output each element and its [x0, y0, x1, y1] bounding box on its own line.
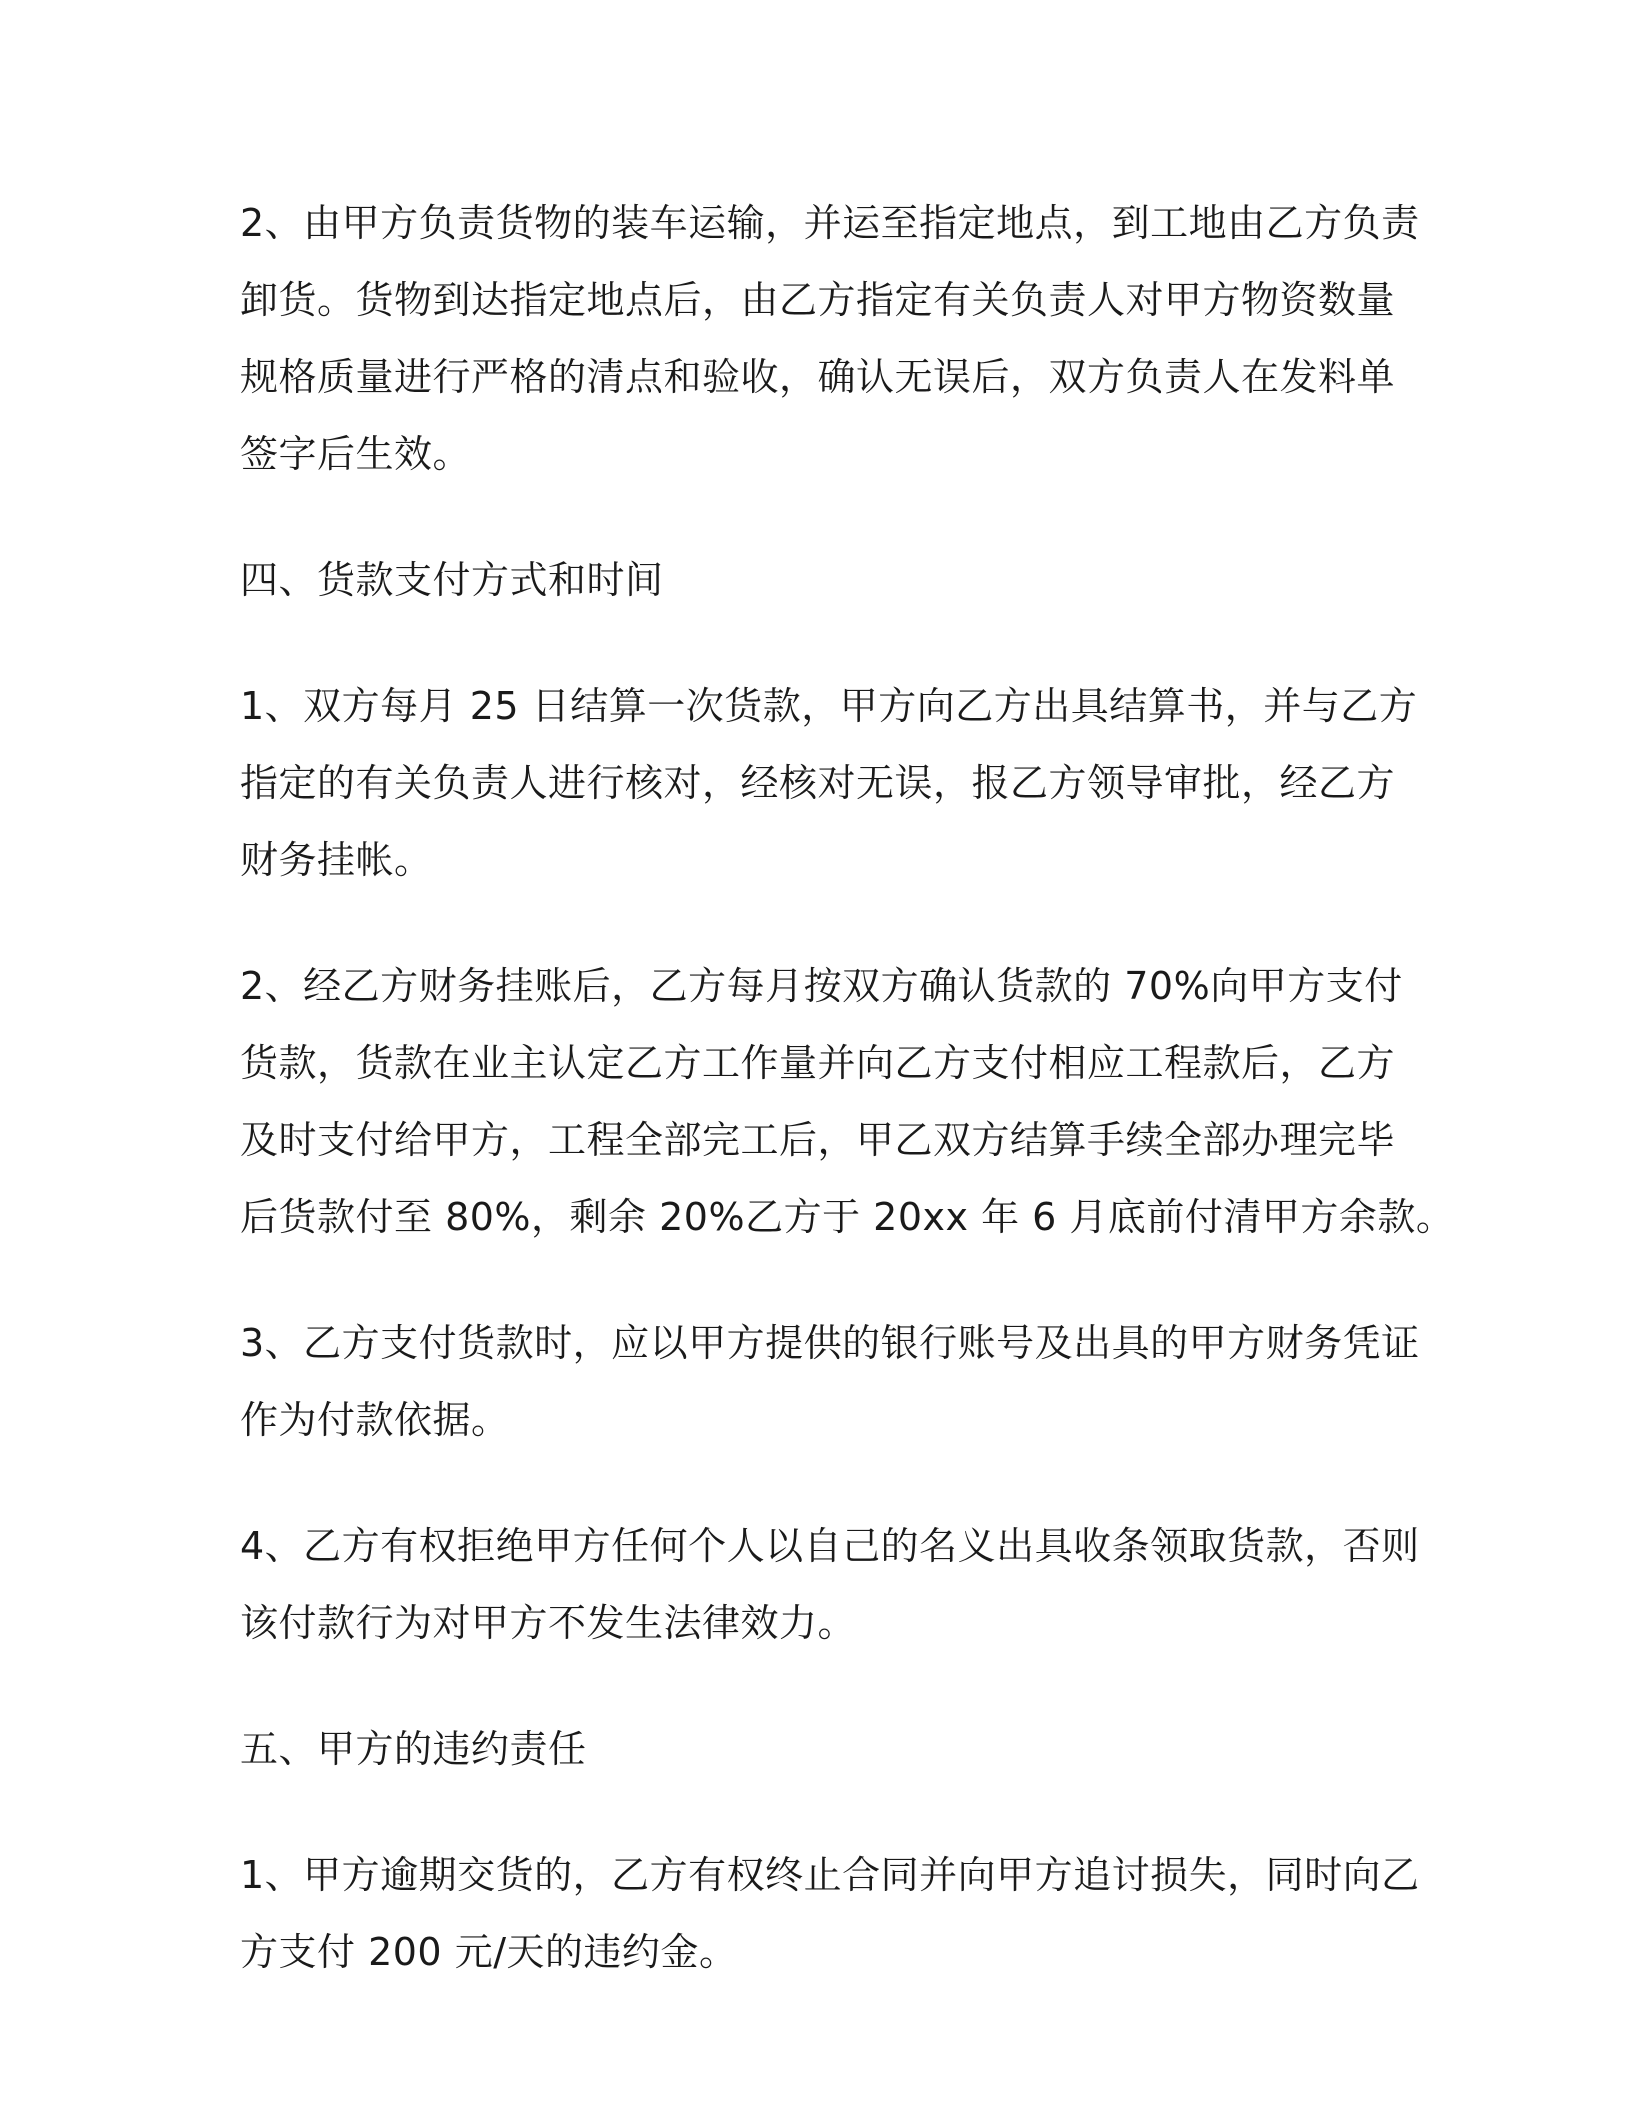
document-body — [240, 185, 1455, 2040]
paragraph-payment-refusal — [240, 1508, 1420, 1662]
text-line: 规格质量进行严格的清点和验收，确认无误后，双方负责人在发料单 — [240, 355, 1396, 399]
section-heading-liability: 五、甲方的违约责任 — [240, 1727, 587, 1771]
text-line: 及时支付给甲方，工程全部完工后，甲乙双方结算手续全部办理完毕 — [240, 1118, 1396, 1162]
text-line: 作为付款依据。 — [240, 1398, 510, 1442]
section-heading-payment: 四、货款支付方式和时间 — [240, 558, 664, 602]
paragraph-payment-schedule — [240, 948, 1455, 1256]
text-line: 财务挂帐。 — [240, 838, 433, 882]
text-line: 1、甲方逾期交货的，乙方有权终止合同并向甲方追讨损失，同时向乙 — [240, 1853, 1420, 1897]
text-line: 该付款行为对甲方不发生法律效力。 — [240, 1601, 857, 1645]
paragraph-payment-settlement — [240, 668, 1418, 899]
text-line: 货款，货款在业主认定乙方工作量并向乙方支付相应工程款后，乙方 — [240, 1041, 1396, 1085]
text-line: 1、双方每月 25 日结算一次货款，甲方向乙方出具结算书，并与乙方 — [240, 684, 1418, 728]
text-line: 2、由甲方负责货物的装车运输，并运至指定地点，到工地由乙方负责 — [240, 201, 1420, 245]
text-line: 签字后生效。 — [240, 432, 472, 476]
text-line: 3、乙方支付货款时，应以甲方提供的银行账号及出具的甲方财务凭证 — [240, 1321, 1420, 1365]
text-line: 2、经乙方财务挂账后，乙方每月按双方确认货款的 70%向甲方支付 — [240, 964, 1403, 1008]
text-line: 后货款付至 80%，剩余 20%乙方于 20xx 年 6 月底前付清甲方余款。 — [240, 1195, 1455, 1239]
text-line: 4、乙方有权拒绝甲方任何个人以自己的名义出具收条领取货款，否则 — [240, 1524, 1420, 1568]
paragraph-delivery-transport — [240, 185, 1420, 493]
paragraph-payment-basis — [240, 1305, 1420, 1459]
text-line: 卸货。货物到达指定地点后，由乙方指定有关负责人对甲方物资数量 — [240, 278, 1396, 322]
text-line: 方支付 200 元/天的违约金。 — [240, 1930, 738, 1974]
paragraph-late-delivery — [240, 1837, 1420, 1991]
text-line: 指定的有关负责人进行核对，经核对无误，报乙方领导审批，经乙方 — [240, 761, 1396, 805]
